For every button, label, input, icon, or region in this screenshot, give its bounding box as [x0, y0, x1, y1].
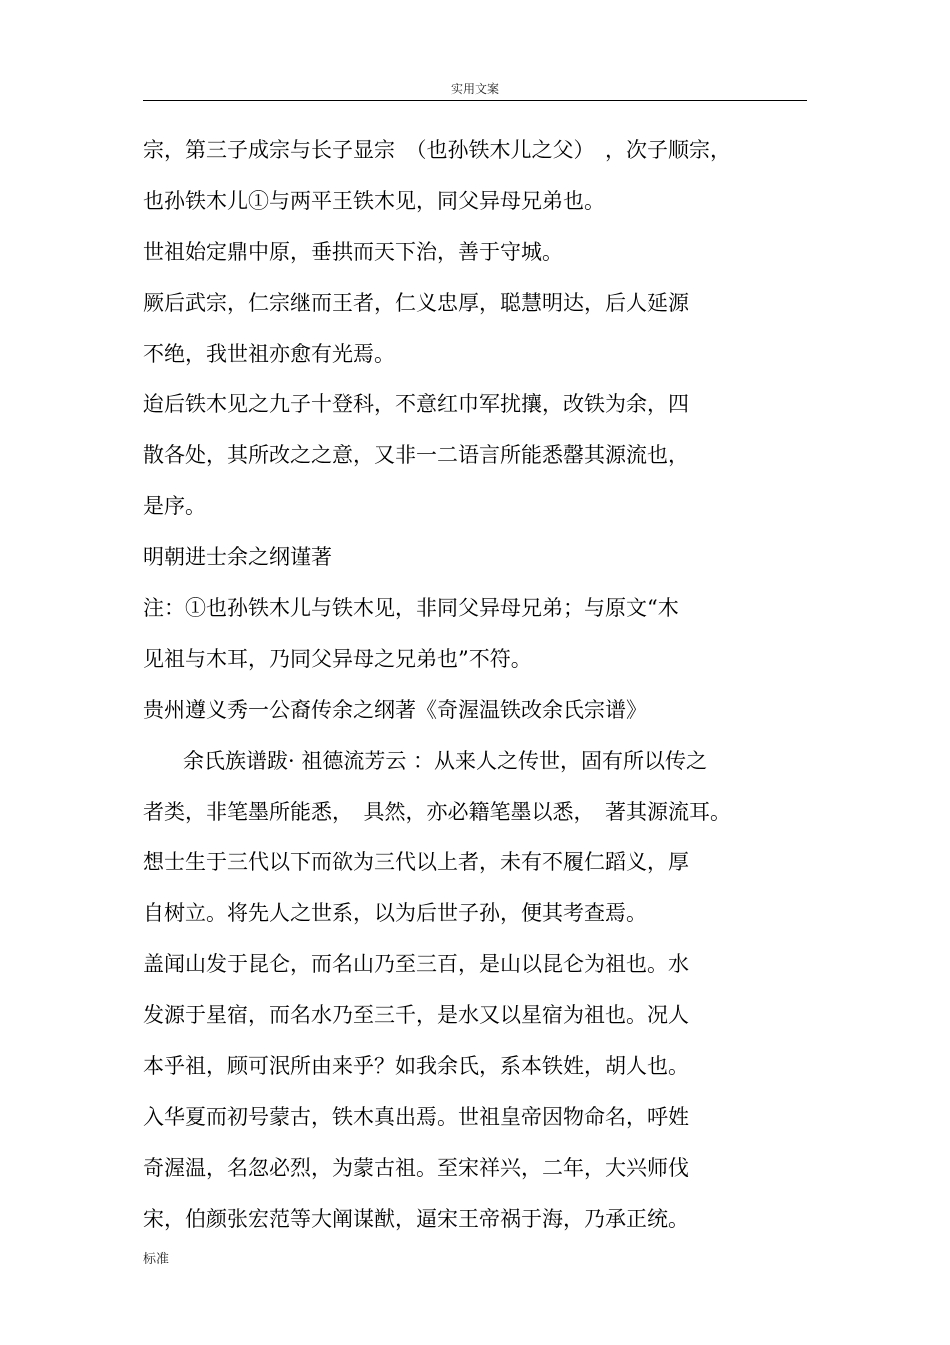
note-line: 见祖与木耳，乃同父异母之兄弟也”不符。	[143, 646, 532, 671]
page-header-title: 实用文案	[450, 82, 499, 96]
text-line: 厥后武宗，仁宗继而王者，仁义忠厚，聪慧明达，后人延源	[143, 290, 689, 315]
text-line: 散各处，其所改之之意，又非一二语言所能悉罄其源流也，	[143, 443, 689, 468]
text-line: 盖闻山发于昆仑，而名山乃至三百，是山以昆仑为祖也。水	[143, 952, 689, 977]
text-line: 本乎祖，顾可泯所由来乎？如我余氏，系本铁姓，胡人也。	[143, 1054, 689, 1079]
text-line: 宋，伯颜张宏范等大阐谋猷，逼宋王帝祸于海，乃承正统。	[143, 1206, 689, 1231]
text-line: 宗，第三子成宗与长子显宗 （也孙铁木儿之父） ，次子顺宗，	[143, 138, 731, 162]
text-line: 入华夏而初号蒙古，铁木真出焉。世祖皇帝因物命名，呼姓	[143, 1104, 689, 1129]
text-line: 世祖始定鼎中原，垂拱而天下治，善于守城。	[143, 239, 563, 264]
header-divider	[143, 100, 807, 101]
text-line: 想士生于三代以下而欲为三代以上者，未有不履仁蹈义，厚	[143, 850, 689, 875]
text-line: 者类，非笔墨所能悉， 具然，亦必籍笔墨以悉， 著其源流耳。	[143, 799, 731, 824]
text-line: 不绝，我世祖亦愈有光焉。	[143, 341, 395, 366]
source-line: 贵州遵义秀一公裔传余之纲著《奇渥温铁改余氏宗谱》	[143, 697, 647, 722]
text-line: 也孙铁木儿①与两平王铁木见，同父异母兄弟也。	[143, 188, 605, 213]
text-line: 是序。	[143, 494, 206, 519]
document-body	[143, 125, 807, 1245]
paragraph-start: 余氏族谱跋· 祖德流芳云 ：从来人之传世，固有所以传之	[183, 748, 708, 773]
note-line: 注：①也孙铁木儿与铁木见，非同父异母兄弟；与原文“木	[143, 596, 679, 621]
text-line: 奇渥温，名忽必烈，为蒙古祖。至宋祥兴，二年，大兴师伐	[143, 1155, 689, 1180]
author-signature: 明朝进士余之纲谨著	[143, 545, 332, 570]
text-line: 自树立。将先人之世系，以为后世子孙，便其考查焉。	[143, 901, 647, 926]
page-footer-label: 标准	[143, 1252, 170, 1267]
text-line: 迨后铁木见之九子十登科，不意红巾军扰攘，改铁为余，四	[143, 392, 689, 417]
text-line: 发源于星宿，而名水乃至三千，是水又以星宿为祖也。况人	[143, 1003, 689, 1028]
